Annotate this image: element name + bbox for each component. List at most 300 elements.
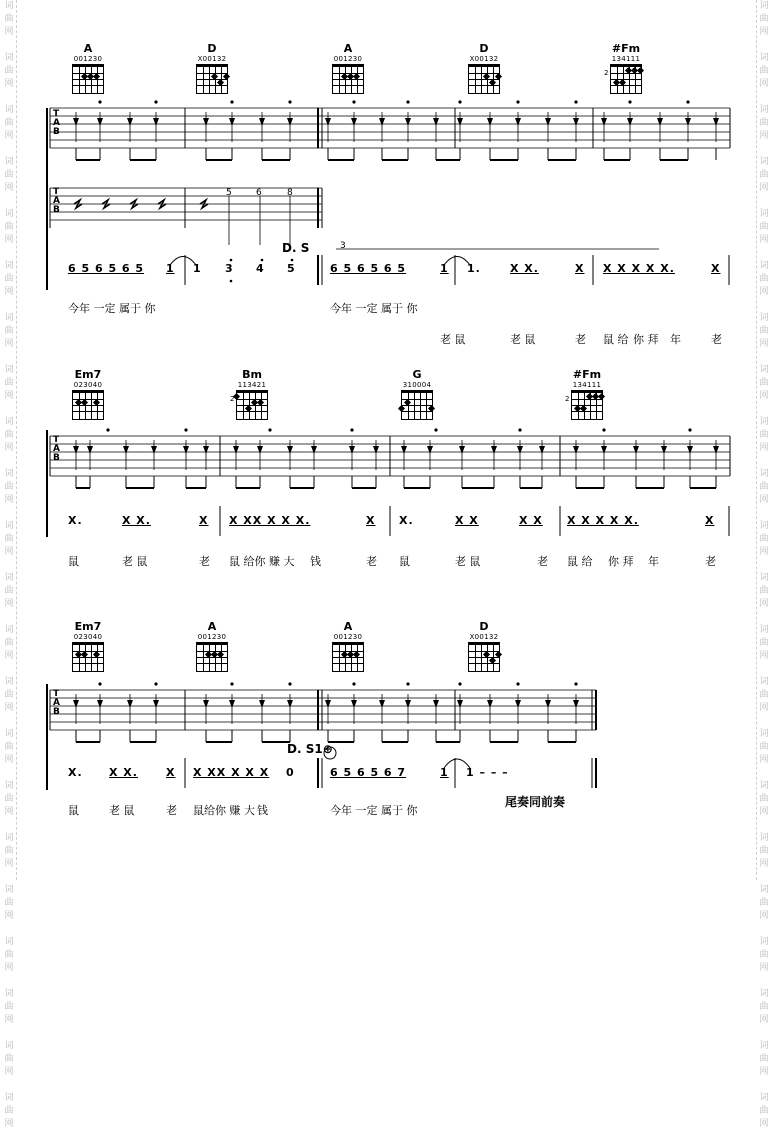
fret-number: 6 [256, 188, 262, 198]
watermark-char: 曲 [4, 586, 14, 596]
strum-arrow [349, 446, 355, 454]
watermark-char: 网 [4, 963, 14, 973]
strum-arrow [573, 700, 579, 708]
watermark-char: 网 [759, 807, 769, 817]
watermark-char: 词 [4, 677, 14, 687]
accent-dot [352, 100, 355, 103]
watermark-char: 词 [4, 157, 14, 167]
lyric-line: 今年 一定 属于 你 [330, 302, 418, 315]
watermark-char: 曲 [759, 482, 769, 492]
watermark-char: 词 [759, 937, 769, 947]
watermark-char: 网 [759, 963, 769, 973]
watermark-char: 词 [759, 417, 769, 427]
octave-dot [230, 259, 233, 262]
watermark-char: 曲 [4, 690, 14, 700]
watermark-char: 曲 [759, 794, 769, 804]
watermark-char: 曲 [759, 534, 769, 544]
watermark-char: 曲 [759, 430, 769, 440]
strum-arrow [151, 446, 157, 454]
strum-arrow [87, 446, 93, 454]
lyric: 老 [537, 555, 548, 568]
strum-arrow [661, 446, 667, 454]
note: X [575, 262, 585, 275]
lyric: 鼠 [68, 555, 79, 568]
accent-dot [516, 682, 519, 685]
note: 4 [256, 262, 265, 275]
watermark-char: 词 [759, 1, 769, 11]
rasgueado-mark [74, 200, 82, 208]
strum-arrow [97, 700, 103, 708]
watermark-char: 曲 [759, 898, 769, 908]
watermark-char: 网 [4, 911, 14, 921]
outro-note: 尾奏同前奏 [505, 795, 566, 809]
watermark-char: 曲 [759, 950, 769, 960]
watermark-char: 曲 [4, 274, 14, 284]
lyric: 年 [670, 333, 681, 346]
note-group: 1 – – – [466, 766, 509, 779]
chord-diagram [230, 368, 274, 420]
finger-dot [93, 72, 100, 79]
watermark-char: 网 [759, 651, 769, 661]
fret-position: 2 [230, 395, 235, 403]
strum-arrow [287, 118, 293, 126]
finger-dot [223, 72, 230, 79]
note-group: X X X X X. [603, 262, 675, 275]
watermark-char: 网 [759, 859, 769, 869]
finger-dot [404, 398, 411, 405]
lyric: 老 鼠 [455, 555, 481, 568]
strum-arrow [713, 446, 719, 454]
watermark-char: 词 [759, 313, 769, 323]
strum-arrow [257, 446, 263, 454]
lyric: 老 [166, 804, 177, 817]
watermark-char: 网 [4, 1015, 14, 1025]
ds-marker: D. S [282, 241, 310, 255]
watermark-char: 曲 [4, 950, 14, 960]
finger-dot [598, 392, 605, 399]
strum-arrow [325, 118, 331, 126]
watermark-char: 网 [759, 1119, 769, 1129]
accent-dot [406, 100, 409, 103]
chord-grid [72, 64, 104, 94]
chord-diagram [190, 620, 234, 672]
note: X [166, 766, 176, 779]
chord-diagram [395, 368, 439, 420]
accent-dot [688, 428, 691, 431]
watermark-char: 网 [4, 339, 14, 349]
strum-arrow [491, 446, 497, 454]
chord-grid [332, 642, 364, 672]
watermark-char: 词 [4, 365, 14, 375]
watermark-char: 网 [759, 547, 769, 557]
strum-arrow [401, 446, 407, 454]
watermark-char: 词 [4, 209, 14, 219]
chord-grid [196, 64, 228, 94]
finger-dot [353, 72, 360, 79]
note: X [199, 514, 209, 527]
chord-name: D [479, 42, 489, 55]
lyric-line: 今年 一定 属于 你 [68, 302, 156, 315]
watermark-char: 网 [4, 495, 14, 505]
watermark-char: 曲 [4, 534, 14, 544]
strum-arrow [351, 700, 357, 708]
watermark-char: 词 [759, 105, 769, 115]
strum-arrow [153, 118, 159, 126]
accent-dot [458, 682, 461, 685]
lyric: 鼠 [68, 804, 79, 817]
strum-arrow [351, 118, 357, 126]
strum-arrow [573, 118, 579, 126]
watermark-char: 网 [759, 599, 769, 609]
watermark-char: 曲 [759, 690, 769, 700]
strum-arrow [379, 700, 385, 708]
lyric: 鼠 给 [567, 555, 593, 568]
note-group: 6 5 6 5 6 5 [330, 262, 407, 275]
lyric: 鼠给你 赚 大 [193, 804, 255, 817]
strum-arrow [433, 700, 439, 708]
watermark-char: 曲 [4, 66, 14, 76]
accent-dot [288, 682, 291, 685]
strum-arrow [487, 118, 493, 126]
note-group: X X. [510, 262, 539, 275]
chord-name: D [207, 42, 217, 55]
note: 1 [193, 262, 202, 275]
watermark-char: 词 [4, 417, 14, 427]
accent-dot [230, 100, 233, 103]
watermark-char: 词 [4, 1093, 14, 1103]
lyric: 你 拜 [633, 333, 659, 346]
chord-diagram [565, 368, 609, 420]
finger-dot [580, 404, 587, 411]
lyric: 老 [575, 333, 586, 346]
chord-diagram [190, 42, 234, 94]
lyric: 钱 [310, 555, 321, 568]
note: 1 [440, 262, 449, 275]
watermark-char: 曲 [4, 14, 14, 24]
watermark-char: 网 [759, 339, 769, 349]
watermark-char: 词 [4, 573, 14, 583]
watermark-char: 词 [4, 261, 14, 271]
chord-fingering: 023040 [73, 381, 103, 389]
chord-fingering: 134111 [611, 55, 641, 63]
lyric: 老 鼠 [510, 333, 536, 346]
note: X. [68, 514, 83, 527]
lyric: 鼠 给你 赚 大 [229, 555, 295, 568]
strum-arrow [515, 118, 521, 126]
chord-fingering: 001230 [197, 633, 227, 641]
accent-dot [98, 100, 101, 103]
lyric: 老 鼠 [109, 804, 135, 817]
finger-dot [619, 78, 626, 85]
lyric: 鼠 给 [603, 333, 629, 346]
strum-arrow [633, 446, 639, 454]
watermark-char: 曲 [4, 170, 14, 180]
strum-arrow [97, 118, 103, 126]
watermark-char: 曲 [4, 846, 14, 856]
chord-diagram [462, 620, 506, 672]
watermark-char: 词 [759, 1093, 769, 1103]
watermark-char: 网 [759, 911, 769, 921]
strum-arrow [713, 118, 719, 126]
watermark-char: 网 [4, 443, 14, 453]
lyric: 老 鼠 [122, 555, 148, 568]
strum-arrow [539, 446, 545, 454]
chord-name: D [479, 620, 489, 633]
watermark-char: 词 [759, 573, 769, 583]
note: 3 [225, 262, 234, 275]
strum-arrow [685, 118, 691, 126]
watermark-char: 曲 [759, 14, 769, 24]
accent-dot [458, 100, 461, 103]
chord-fingering: 134111 [572, 381, 602, 389]
lyric-line: 今年 一定 属于 你 [330, 804, 418, 817]
accent-dot [154, 100, 157, 103]
watermark-char: 词 [759, 365, 769, 375]
watermark-char: 词 [759, 677, 769, 687]
strum-arrow [229, 118, 235, 126]
accent-dot [184, 428, 187, 431]
watermark-char: 网 [4, 1067, 14, 1077]
watermark-char: 网 [4, 599, 14, 609]
strum-arrow [287, 446, 293, 454]
watermark-char: 网 [4, 79, 14, 89]
watermark-char: 曲 [759, 1054, 769, 1064]
chord-diagram [66, 368, 110, 420]
watermark-char: 网 [4, 287, 14, 297]
finger-dot [217, 78, 224, 85]
strum-arrow [601, 118, 607, 126]
watermark-char: 词 [759, 625, 769, 635]
finger-dot [93, 650, 100, 657]
watermark-char: 词 [4, 989, 14, 999]
chord-fingering: 310004 [402, 381, 432, 389]
watermark-char: 网 [4, 1119, 14, 1129]
watermark-char: 词 [4, 53, 14, 63]
chord-name: A [343, 620, 353, 633]
chord-name: G [412, 368, 422, 381]
watermark-char: 曲 [4, 1106, 14, 1116]
accent-dot [628, 100, 631, 103]
lyric: 钱 [257, 804, 268, 817]
strum-arrow [233, 446, 239, 454]
accent-dot [98, 682, 101, 685]
chord-diagram [326, 620, 370, 672]
chord-fingering: X00132 [197, 55, 227, 63]
strum-arrow [203, 446, 209, 454]
watermark-char: 曲 [759, 742, 769, 752]
accent-dot [686, 100, 689, 103]
chord-fingering: 001230 [333, 55, 363, 63]
note: X [366, 514, 376, 527]
strum-arrow [183, 446, 189, 454]
finger-dot [483, 650, 490, 657]
note-group: X XX X X X. [229, 514, 311, 527]
finger-dot [353, 650, 360, 657]
rasgueado-mark [130, 200, 138, 208]
watermark-char: 词 [4, 105, 14, 115]
watermark-char: 网 [4, 391, 14, 401]
accent-dot [516, 100, 519, 103]
watermark-char: 词 [4, 833, 14, 843]
finger-dot [93, 398, 100, 405]
watermark-char: 曲 [759, 1002, 769, 1012]
chord-grid [72, 642, 104, 672]
note: X. [399, 514, 414, 527]
rasgueado-mark [102, 200, 110, 208]
accent-dot [434, 428, 437, 431]
watermark-char: 曲 [4, 898, 14, 908]
strum-arrow [73, 700, 79, 708]
note-group: 6 5 6 5 6 7 [330, 766, 407, 779]
chord-name: Em7 [74, 368, 102, 381]
lyric: 年 [648, 555, 659, 568]
note: 1 [440, 766, 449, 779]
watermark-char: 网 [759, 391, 769, 401]
chord-grid [468, 64, 500, 94]
strum-arrow [545, 118, 551, 126]
chord-fingering: X00132 [469, 55, 499, 63]
watermark-char: 网 [759, 495, 769, 505]
strum-arrow [203, 118, 209, 126]
watermark-char: 网 [759, 79, 769, 89]
watermark-char: 网 [759, 235, 769, 245]
note-group: X X. [109, 766, 138, 779]
octave-dot [261, 259, 264, 262]
accent-dot [574, 682, 577, 685]
note: 1 [166, 262, 175, 275]
lyric: 你 拜 [608, 555, 634, 568]
note: 0 [286, 766, 295, 779]
fret-number: 8 [287, 188, 293, 198]
chord-fingering: 001230 [333, 633, 363, 641]
watermark-char: 词 [759, 833, 769, 843]
watermark-char: 词 [4, 781, 14, 791]
accent-dot [230, 682, 233, 685]
note: X [705, 514, 715, 527]
finger-dot [398, 404, 405, 411]
chord-grid [196, 642, 228, 672]
watermark-char: 词 [4, 625, 14, 635]
watermark-char: 曲 [759, 274, 769, 284]
strum-arrow [427, 446, 433, 454]
strum-arrow [601, 446, 607, 454]
finger-dot [81, 650, 88, 657]
strum-arrow [153, 700, 159, 708]
finger-dot [489, 78, 496, 85]
watermark-char: 词 [759, 521, 769, 531]
watermark-char: 曲 [759, 118, 769, 128]
chord-fingering: X00132 [469, 633, 499, 641]
lyric: 老 [705, 555, 716, 568]
watermark-char: 词 [759, 989, 769, 999]
chord-grid [565, 390, 603, 420]
finger-dot [81, 398, 88, 405]
fret-number: 5 [226, 188, 232, 198]
strum-arrow [311, 446, 317, 454]
finger-dot [637, 66, 644, 73]
strum-arrow [259, 118, 265, 126]
watermark-char: 网 [759, 183, 769, 193]
chord-name: #Fm [611, 42, 641, 55]
watermark-char: 曲 [759, 846, 769, 856]
note-group: X XX X X X [193, 766, 270, 779]
note: 1. [467, 262, 481, 275]
watermark-char: 网 [759, 287, 769, 297]
strum-arrow [373, 446, 379, 454]
watermark-char: 词 [759, 209, 769, 219]
finger-dot [428, 404, 435, 411]
finger-dot [495, 650, 502, 657]
finger-dot [489, 656, 496, 663]
octave-dot [230, 280, 233, 283]
chord-grid [230, 390, 268, 420]
finger-dot [257, 398, 264, 405]
watermark-char: 曲 [759, 170, 769, 180]
fret-position: 2 [604, 69, 609, 77]
watermark-char: 曲 [4, 794, 14, 804]
chord-fingering: 113421 [237, 381, 267, 389]
watermark-char: 曲 [4, 1054, 14, 1064]
watermark-char: 曲 [759, 586, 769, 596]
watermark-char: 词 [759, 781, 769, 791]
strum-arrow [287, 700, 293, 708]
rasgueado-mark [200, 200, 208, 208]
accent-dot [574, 100, 577, 103]
watermark-char: 词 [4, 1, 14, 11]
note-group: X X [519, 514, 543, 527]
watermark-char: 网 [4, 131, 14, 141]
tab-clef-3: T A B [53, 435, 60, 463]
note-group: X X X X X. [567, 514, 639, 527]
accent-dot [106, 428, 109, 431]
note-group: X X. [122, 514, 151, 527]
watermark-char: 词 [4, 1041, 14, 1051]
strum-arrow [405, 700, 411, 708]
watermark-char: 网 [4, 703, 14, 713]
accent-dot [518, 428, 521, 431]
strum-arrow [459, 446, 465, 454]
note: X [711, 262, 721, 275]
accent-dot [268, 428, 271, 431]
watermark-char: 曲 [4, 378, 14, 388]
watermark-char: 网 [759, 1067, 769, 1077]
watermark-char: 词 [4, 937, 14, 947]
watermark-char: 曲 [759, 378, 769, 388]
watermark-char: 网 [759, 443, 769, 453]
watermark-char: 词 [4, 469, 14, 479]
note: 5 [287, 262, 296, 275]
strum-arrow [657, 118, 663, 126]
watermark-char: 词 [759, 885, 769, 895]
octave-dot [291, 259, 294, 262]
rasgueado-mark [158, 200, 166, 208]
watermark-char: 曲 [4, 222, 14, 232]
finger-dot [211, 72, 218, 79]
watermark-char: 曲 [759, 326, 769, 336]
watermark-char: 曲 [759, 638, 769, 648]
accent-dot [154, 682, 157, 685]
watermark-char: 词 [4, 521, 14, 531]
tab-clef-1: T A B [53, 109, 60, 137]
watermark-char: 网 [4, 859, 14, 869]
watermark-char: 词 [759, 1041, 769, 1051]
strum-arrow [433, 118, 439, 126]
watermark-char: 词 [4, 729, 14, 739]
strum-arrow [127, 118, 133, 126]
strum-arrow [123, 446, 129, 454]
watermark-char: 网 [4, 27, 14, 37]
finger-dot [483, 72, 490, 79]
